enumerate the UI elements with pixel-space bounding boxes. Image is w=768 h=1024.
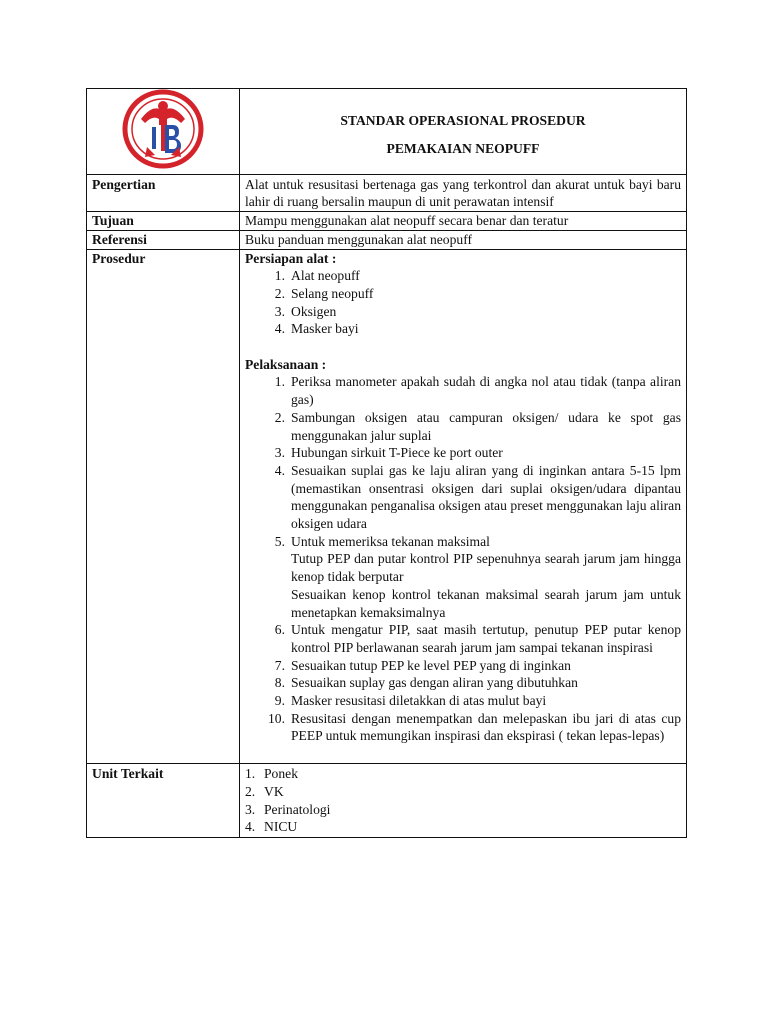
list-text: Alat neopuff xyxy=(291,268,360,284)
list-text: Periksa manometer apakah sudah di angka nol atau tidak (tanpa aliran gas) xyxy=(291,374,681,408)
text-referensi: Buku panduan menggunakan alat neopuff xyxy=(240,230,687,249)
list-text: Selang neopuff xyxy=(291,285,374,301)
text-pengertian: Alat untuk resusitasi bertenaga gas yang terkontrol dan akurat untuk bayi baru lahir di ruang bersalin maupun di unit perawatan intensif xyxy=(240,174,687,211)
row-prosedur xyxy=(87,249,687,764)
list-item xyxy=(245,462,681,533)
list-item xyxy=(245,621,681,656)
list-item xyxy=(245,285,681,303)
list-text: Ponek xyxy=(264,766,298,782)
list-item xyxy=(245,783,681,801)
list-text: VK xyxy=(264,783,284,799)
list-text: Masker resusitasi diletakkan di atas mulut bayi xyxy=(291,693,547,709)
document-subtitle: PEMAKAIAN NEOPUFF xyxy=(386,140,540,156)
list-number: 6. xyxy=(274,622,285,638)
list-item xyxy=(245,818,681,836)
label-prosedur: Prosedur xyxy=(87,249,240,764)
list-text: Sambungan oksigen atau campuran oksigen/ udara ke spot gas menggunakan jalur suplai xyxy=(291,409,681,443)
list-subtext: Sesuaikan kenop kontrol tekanan maksimal searah jarum jam untuk menetapkan kemaksimalnya xyxy=(291,586,681,620)
list-item xyxy=(245,801,681,819)
header-row xyxy=(87,89,687,175)
row-unit-terkait xyxy=(87,764,687,838)
pelaksanaan-heading: Pelaksanaan : xyxy=(245,356,327,372)
unit-terkait-content xyxy=(240,764,687,838)
list-item xyxy=(245,444,681,462)
list-number: 1. xyxy=(274,268,285,284)
list-number: 1. xyxy=(274,374,285,390)
list-text: Sesuaikan tutup PEP ke level PEP yang di inginkan xyxy=(291,657,571,673)
list-text: Oksigen xyxy=(291,303,337,319)
list-item xyxy=(245,657,681,675)
label-unit-terkait: Unit Terkait xyxy=(87,764,240,838)
list-text: Sesuaikan suplai gas ke laju aliran yang di inginkan antara 5-15 lpm (memastikan onsentrasi oksigen dari suplai oksigen/udara dipantau menggunakan penganalisa oksigen atau preset menggunakan laju aliran oksigen udara xyxy=(291,462,681,532)
hospital-logo xyxy=(121,89,205,169)
unit-list xyxy=(245,765,681,836)
list-item xyxy=(245,692,681,710)
row-pengertian xyxy=(87,174,687,211)
persiapan-heading: Persiapan alat : xyxy=(245,250,337,266)
list-number: 4. xyxy=(274,462,285,478)
list-item xyxy=(245,674,681,692)
sop-table xyxy=(86,88,687,838)
list-number: 4. xyxy=(274,321,285,337)
list-number: 5. xyxy=(274,533,285,549)
list-number: 2. xyxy=(245,783,256,799)
list-number: 8. xyxy=(274,675,285,691)
logo-cell xyxy=(87,89,240,175)
list-text: NICU xyxy=(264,819,298,835)
row-tujuan xyxy=(87,212,687,231)
list-number: 9. xyxy=(274,693,285,709)
list-item xyxy=(245,373,681,408)
list-text: Masker bayi xyxy=(291,321,359,337)
title-cell xyxy=(240,89,687,175)
label-tujuan: Tujuan xyxy=(87,212,240,231)
label-referensi: Referensi xyxy=(87,230,240,249)
list-text: Perinatologi xyxy=(264,801,331,817)
list-number: 3. xyxy=(245,801,256,817)
list-number: 2. xyxy=(274,409,285,425)
list-item xyxy=(245,710,681,745)
prosedur-content xyxy=(240,249,687,764)
document-title: STANDAR OPERASIONAL PROSEDUR xyxy=(340,113,586,128)
list-number: 2. xyxy=(274,285,285,301)
label-pengertian: Pengertian xyxy=(87,174,240,211)
list-number: 4. xyxy=(245,819,256,835)
list-item xyxy=(245,765,681,783)
list-subtext: Tutup PEP dan putar kontrol PIP sepenuhnya searah jarum jam hingga kenop tidak berputar xyxy=(291,551,681,585)
list-item xyxy=(245,303,681,321)
list-item xyxy=(245,533,681,622)
list-number: 7. xyxy=(274,657,285,673)
list-text: Untuk memeriksa tekanan maksimal xyxy=(291,533,490,549)
list-item xyxy=(245,409,681,444)
list-text: Hubungan sirkuit T-Piece ke port outer xyxy=(291,445,503,461)
list-number: 10. xyxy=(268,710,285,726)
list-text: Untuk mengatur PIP, saat masih tertutup, penutup PEP putar kenop kontrol PIP berlawanan searah jarum jam sampai tekanan inspirasi xyxy=(291,622,681,655)
list-item xyxy=(245,267,681,285)
persiapan-list xyxy=(245,267,681,338)
row-referensi xyxy=(87,230,687,249)
list-number: 3. xyxy=(274,303,285,319)
pelaksanaan-list xyxy=(245,373,681,745)
list-number: 3. xyxy=(274,445,285,461)
list-text: Resusitasi dengan menempatkan dan melepaskan ibu jari di atas cup PEEP untuk memungikan inspirasi dan ekspirasi ( tekan lepas-lepas) xyxy=(291,710,681,744)
list-number: 1. xyxy=(245,766,256,782)
list-text: Sesuaikan suplay gas dengan aliran yang dibutuhkan xyxy=(291,675,578,691)
list-item xyxy=(245,320,681,338)
text-tujuan: Mampu menggunakan alat neopuff secara benar dan teratur xyxy=(240,212,687,231)
list-text-group xyxy=(291,533,681,622)
